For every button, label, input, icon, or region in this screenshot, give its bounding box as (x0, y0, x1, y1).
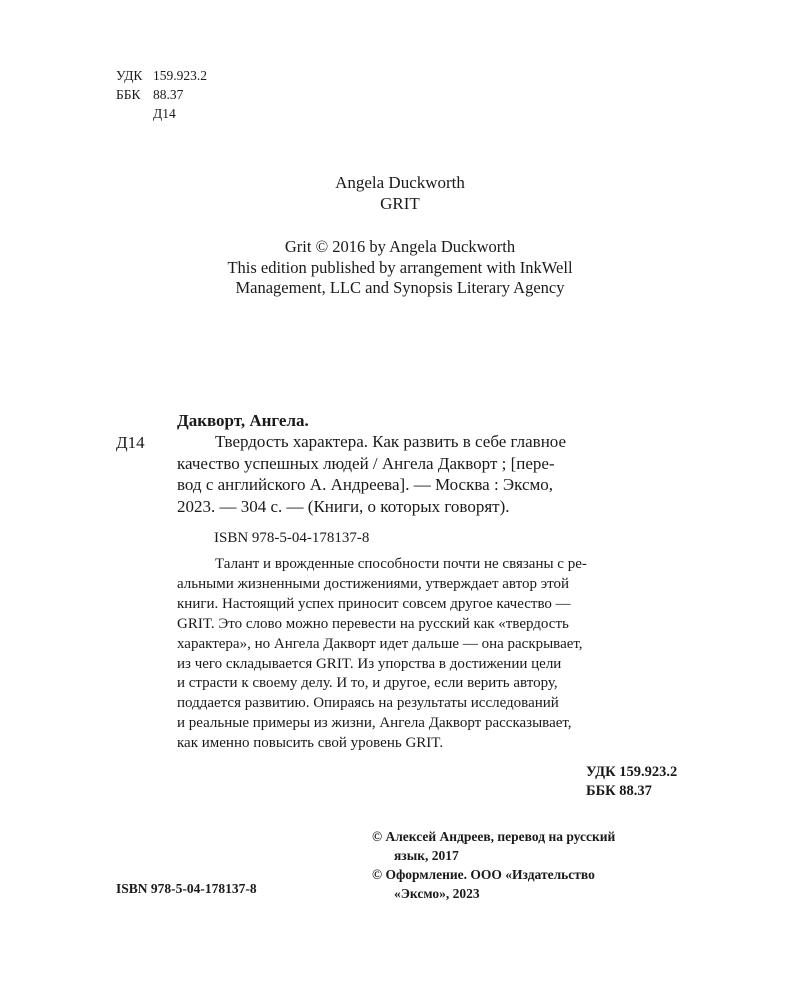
design-rights-cont: «Эксмо», 2023 (394, 886, 480, 901)
bbk-row (116, 85, 207, 104)
annotation-line: поддается развитию. Опираясь на результаты исследований (177, 695, 559, 712)
catalog-code: Д14 (116, 433, 145, 452)
catalog-isbn: ISBN 978-5-04-178137-8 (214, 530, 370, 546)
copyright-line: This edition published by arrangement with InkWell (227, 257, 573, 277)
design-rights: © Оформление. ООО «Издательство (372, 867, 595, 882)
bbk-value: 88.37 (153, 87, 184, 102)
bbk-label: ББК (116, 87, 141, 102)
description-line: вод с английского А. Андреева]. — Москва : Эксмо, (177, 475, 554, 494)
annotation-line: Талант и врожденные способности почти не связаны с ре- (215, 556, 587, 572)
udk-label: УДК (116, 68, 143, 83)
copyright-line: Management, LLC and Synopsis Literary Agency (235, 278, 565, 297)
description-line: 2023. — 304 с. — (Книги, о которых говорят). (177, 496, 510, 516)
udk-value: 159.923.2 (153, 68, 207, 83)
udk-right: УДК 159.923.2 (586, 764, 678, 780)
description-line: качество успешных людей / Ангела Дакворт ; [пере- (177, 453, 555, 473)
classification-block (116, 66, 207, 123)
translation-rights-cont: язык, 2017 (394, 848, 459, 863)
original-title: GRIT (380, 194, 420, 213)
annotation-line: GRIT. Это слово можно перевести на русский как «твердость (177, 615, 569, 632)
bottom-isbn: ISBN 978-5-04-178137-8 (116, 881, 257, 896)
annotation-line: и реальные примеры из жизни, Ангела Дакворт рассказывает, (177, 715, 572, 732)
annotation-line: из чего складывается GRIT. Из упорства в достижении цели (177, 655, 562, 672)
original-author: Angela Duckworth (335, 173, 465, 192)
translation-rights: © Алексей Андреев, перевод на русский (372, 829, 616, 844)
annotation (177, 555, 587, 754)
original-title-block (0, 172, 800, 214)
author-mark: Д14 (153, 106, 176, 121)
copyright-block (0, 237, 800, 299)
udk-row (116, 66, 207, 85)
catalog-description (177, 431, 647, 517)
rights-block (372, 827, 615, 903)
classification-right (586, 763, 677, 801)
annotation-line: книги. Настоящий успех приносит совсем другое качество — (177, 595, 571, 612)
annotation-line: и страсти к своему делу. И то, и другое, если верить автору, (177, 675, 558, 692)
bbk-right: ББК 88.37 (586, 783, 652, 799)
annotation-line: характера», но Ангела Дакворт идет дальше — она раскрывает, (177, 635, 583, 652)
copyright-line: Grit © 2016 by Angela Duckworth (284, 237, 516, 256)
description-line: Твердость характера. Как развить в себе главное (215, 432, 567, 451)
catalog-heading: Дакворт, Ангела. (177, 411, 309, 430)
annotation-line: альными жизненными достижениями, утверждает автор этой (177, 575, 570, 592)
annotation-line: как именно повысить свой уровень GRIT. (177, 735, 444, 752)
